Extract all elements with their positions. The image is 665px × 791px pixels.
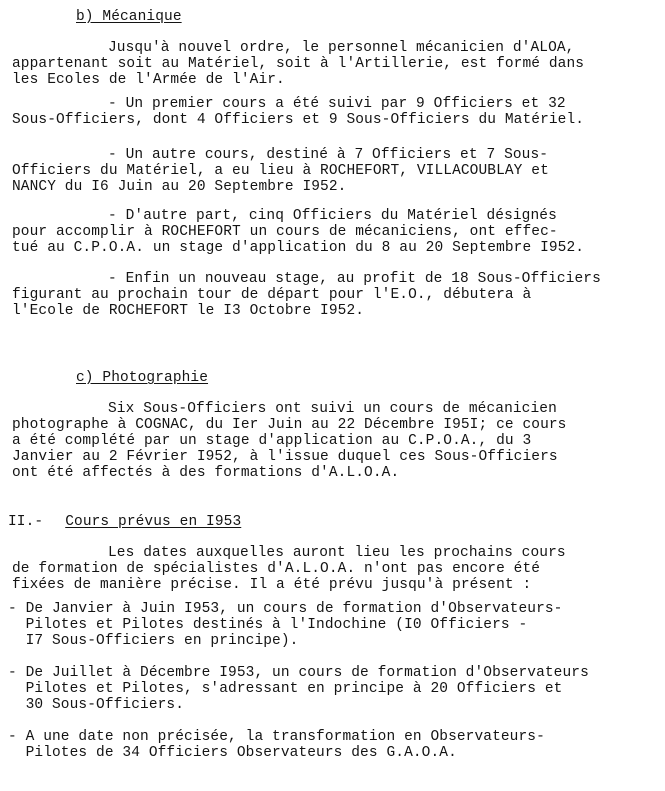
section-ii-item-1-line: Pilotes et Pilotes destinés à l'Indochine (I0 Officiers -	[8, 617, 528, 633]
section-b-p5-line: - Enfin un nouveau stage, au profit de 18 Sous-Officiers	[108, 271, 601, 287]
section-b-p2-line: Sous-Officiers, dont 4 Officiers et 9 Sous-Officiers du Matériel.	[12, 112, 585, 128]
section-c-p1-line: Six Sous-Officiers ont suivi un cours de mécanicien	[108, 401, 557, 417]
section-ii-number: II.-	[8, 514, 44, 530]
section-ii-title: Cours prévus en I953	[65, 514, 242, 530]
section-b-title: b) Mécanique	[76, 9, 182, 25]
section-b-p4-line: tué au C.P.O.A. un stage d'application du 8 au 20 Septembre I952.	[12, 240, 585, 256]
section-ii-item-2-line: 30 Sous-Officiers.	[8, 697, 185, 713]
section-ii-item-2-line: - De Juillet à Décembre I953, un cours de formation d'Observateurs	[8, 665, 589, 681]
section-ii-item-1-line: - De Janvier à Juin I953, un cours de formation d'Observateurs-	[8, 601, 563, 617]
section-c-p1-line: ont été affectés à des formations d'A.L.O.A.	[12, 465, 400, 481]
section-c-title: c) Photographie	[76, 370, 209, 386]
section-b-p4-line: - D'autre part, cinq Officiers du Matériel désignés	[108, 208, 557, 224]
section-b-p3-line: Officiers du Matériel, a eu lieu à ROCHEFORT, VILLACOUBLAY et	[12, 163, 549, 179]
section-b-p5-line: l'Ecole de ROCHEFORT le I3 Octobre I952.	[12, 303, 365, 319]
section-b-p4-line: pour accomplir à ROCHEFORT un cours de mécaniciens, ont effec-	[12, 224, 558, 240]
section-ii-item-3-line: - A une date non précisée, la transformation en Observateurs-	[8, 729, 545, 745]
section-b-p1-line: Jusqu'à nouvel ordre, le personnel mécanicien d'ALOA,	[108, 40, 575, 56]
section-ii-item-2-line: Pilotes et Pilotes, s'adressant en principe à 20 Officiers et	[8, 681, 563, 697]
section-c-p1-line: a été complété par un stage d'application au C.P.O.A., du 3	[12, 433, 532, 449]
section-ii-intro-line: Les dates auxquelles auront lieu les prochains cours	[108, 545, 566, 561]
section-c-heading	[76, 369, 208, 387]
section-ii-item-1-line: I7 Sous-Officiers en principe).	[8, 633, 299, 649]
section-c-p1-line: Janvier au 2 Février I952, à l'issue duquel ces Sous-Officiers	[12, 449, 558, 465]
section-b-p1-line: les Ecoles de l'Armée de l'Air.	[12, 72, 285, 88]
section-b-p2-line: - Un premier cours a été suivi par 9 Officiers et 32	[108, 96, 566, 112]
section-b-p3-line: - Un autre cours, destiné à 7 Officiers et 7 Sous-	[108, 147, 549, 163]
section-ii-item-3-line: Pilotes de 34 Officiers Observateurs des G.A.O.A.	[8, 745, 457, 761]
section-b-p5-line: figurant au prochain tour de départ pour l'E.O., débutera à	[12, 287, 532, 303]
section-b-heading	[76, 8, 182, 26]
section-ii-heading	[8, 513, 241, 531]
section-b-p1-line: appartenant soit au Matériel, soit à l'Artillerie, est formé dans	[12, 56, 585, 72]
section-c-p1-line: photographe à COGNAC, du Ier Juin au 22 Décembre I95I; ce cours	[12, 417, 567, 433]
section-ii-intro-line: fixées de manière précise. Il a été prévu jusqu'à présent :	[12, 577, 532, 593]
section-ii-intro-line: de formation de spécialistes d'A.L.O.A. n'ont pas encore été	[12, 561, 541, 577]
section-b-p3-line: NANCY du I6 Juin au 20 Septembre I952.	[12, 179, 347, 195]
